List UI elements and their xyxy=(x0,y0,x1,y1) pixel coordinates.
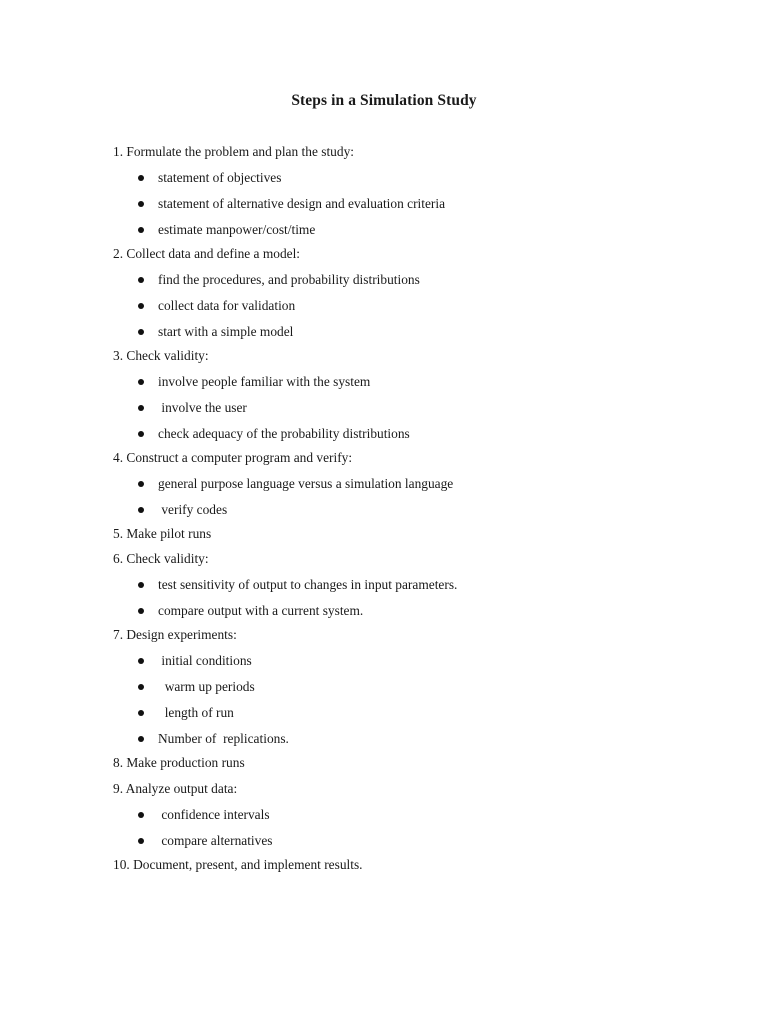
step-label: 1. Formulate the problem and plan the study: xyxy=(113,144,354,159)
bullet-text: involve people familiar with the system xyxy=(158,373,371,389)
bullet-icon xyxy=(138,329,144,335)
bullet-text: involve the user xyxy=(158,399,247,415)
bullet-item xyxy=(0,297,768,315)
bullet-item xyxy=(0,195,768,213)
bullet-icon xyxy=(138,277,144,283)
step-label: 9. Analyze output data: xyxy=(113,781,238,796)
bullet-item xyxy=(0,832,768,850)
bullet-icon xyxy=(138,201,144,207)
step-label: 8. Make production runs xyxy=(113,755,245,771)
bullet-text: compare output with a current system. xyxy=(158,603,364,619)
bullet-text: check adequacy of the probability distributions xyxy=(158,426,410,441)
step-label: 7. Design experiments: xyxy=(113,627,237,643)
bullet-item xyxy=(0,373,768,391)
bullet-item xyxy=(0,271,768,289)
bullet-icon xyxy=(138,227,144,233)
bullet-text: start with a simple model xyxy=(158,324,294,339)
bullet-item xyxy=(0,501,768,519)
bullet-icon xyxy=(138,379,144,385)
bullet-item xyxy=(0,169,768,187)
bullet-text: compare alternatives xyxy=(158,832,273,848)
step-label: 6. Check validity: xyxy=(113,551,209,567)
bullet-icon xyxy=(138,736,144,742)
bullet-icon xyxy=(138,175,144,181)
bullet-text: general purpose language versus a simulation language xyxy=(158,475,454,491)
bullet-icon xyxy=(138,658,144,664)
bullet-item xyxy=(0,806,768,824)
bullet-item xyxy=(0,652,768,670)
bullet-item xyxy=(0,602,768,620)
bullet-item xyxy=(0,425,768,443)
bullet-icon xyxy=(138,507,144,513)
bullet-text: test sensitivity of output to changes in input parameters. xyxy=(158,577,458,592)
bullet-item xyxy=(0,399,768,417)
bullet-icon xyxy=(138,431,144,437)
bullet-text: length of run xyxy=(158,705,234,721)
step-label: 4. Construct a computer program and verify: xyxy=(113,450,353,465)
bullet-item xyxy=(0,323,768,341)
bullet-text: estimate manpower/cost/time xyxy=(158,222,316,237)
bullet-text: Number of replications. xyxy=(158,731,289,747)
bullet-icon xyxy=(138,838,144,844)
bullet-item xyxy=(0,576,768,594)
bullet-item xyxy=(0,475,768,493)
bullet-item xyxy=(0,678,768,696)
step-label: 3. Check validity: xyxy=(113,348,209,363)
bullet-item xyxy=(0,730,768,748)
bullet-icon xyxy=(138,710,144,716)
bullet-item xyxy=(0,704,768,722)
bullet-icon xyxy=(138,608,144,614)
bullet-text: statement of objectives xyxy=(158,169,282,185)
bullet-icon xyxy=(138,303,144,309)
bullet-text: confidence intervals xyxy=(158,806,270,822)
bullet-text: verify codes xyxy=(158,501,228,517)
step-label: 5. Make pilot runs xyxy=(113,525,212,541)
bullet-icon xyxy=(138,481,144,487)
bullet-text: warm up periods xyxy=(158,679,255,694)
bullet-text: find the procedures, and probability distributions xyxy=(158,271,420,287)
bullet-icon xyxy=(138,582,144,588)
page-title: Steps in a Simulation Study xyxy=(291,92,477,109)
step-label: 10. Document, present, and implement results. xyxy=(113,856,363,872)
bullet-item xyxy=(0,221,768,239)
step-label: 2. Collect data and define a model: xyxy=(113,246,301,261)
bullet-icon xyxy=(138,684,144,690)
bullet-text: collect data for validation xyxy=(158,297,296,313)
bullet-icon xyxy=(138,405,144,411)
bullet-text: statement of alternative design and evaluation criteria xyxy=(158,195,446,211)
bullet-icon xyxy=(138,812,144,818)
bullet-text: initial conditions xyxy=(158,652,252,668)
